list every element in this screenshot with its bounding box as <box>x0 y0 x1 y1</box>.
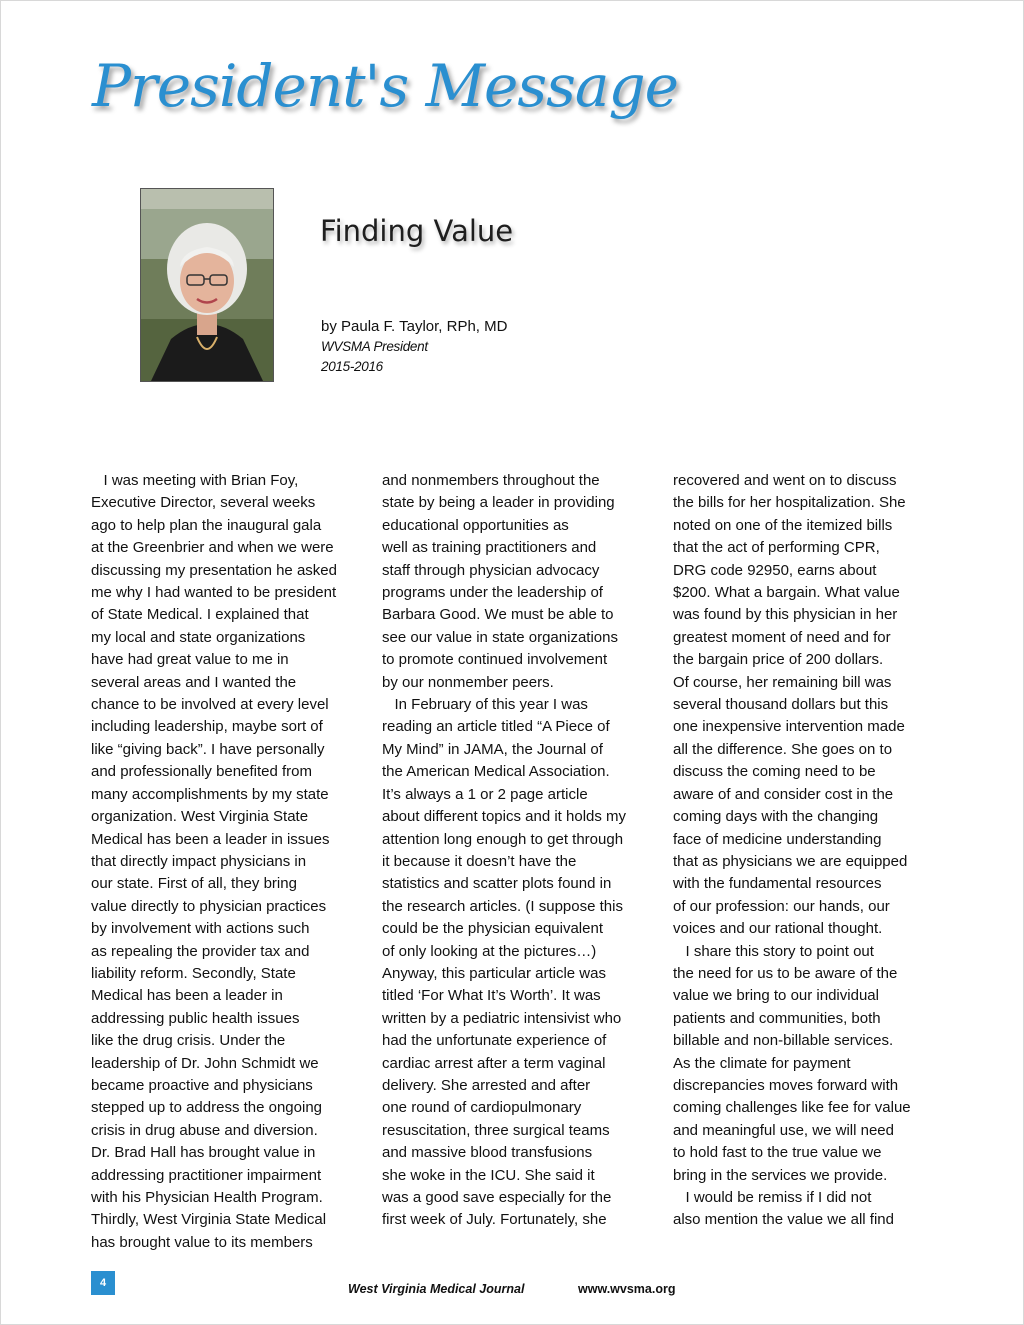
text-line: Of course, her remaining bill was <box>673 673 892 691</box>
text-line: by our nonmember peers. <box>382 673 554 691</box>
text-line: titled ‘For What It’s Worth’. It was <box>382 987 601 1005</box>
text-line: see our value in state organizations <box>382 628 618 646</box>
text-line: had the unfortunate experience of <box>382 1032 607 1050</box>
text-line: Medical has been a leader in <box>91 987 283 1005</box>
text-line: became proactive and physicians <box>91 1076 313 1094</box>
text-line: that directly impact physicians in <box>91 852 307 870</box>
text-line: written by a pediatric intensivist who <box>382 1009 622 1027</box>
text-line: one round of cardiopulmonary <box>382 1099 582 1117</box>
text-line: resuscitation, three surgical teams <box>382 1121 610 1139</box>
text-line: statistics and scatter plots found in <box>382 875 612 893</box>
byline <box>321 317 507 377</box>
text-line: like the drug crisis. Under the <box>91 1032 286 1050</box>
text-line: Executive Director, several weeks <box>91 494 316 512</box>
text-line: stepped up to address the ongoing <box>91 1099 323 1117</box>
text-column-3 <box>673 470 911 1232</box>
text-line: the research articles. (I suppose this <box>382 897 623 915</box>
text-line: My Mind” in JAMA, the Journal of <box>382 740 603 758</box>
text-line: face of medicine understanding <box>673 830 882 848</box>
text-line: DRG code 92950, earns about <box>673 561 877 579</box>
text-line: discussing my presentation he asked <box>91 561 337 579</box>
footer-website: www.wvsma.org <box>578 1282 676 1296</box>
text-line: staff through physician advocacy <box>382 561 600 579</box>
text-line: all the difference. She goes on to <box>673 740 893 758</box>
section-title: President's Message <box>92 52 678 120</box>
text-line: to promote continued involvement <box>382 651 608 669</box>
text-line: one inexpensive intervention made <box>673 718 905 736</box>
text-line: cardiac arrest after a term vaginal <box>382 1054 606 1072</box>
text-line: As the climate for payment <box>673 1054 851 1072</box>
text-line: Anyway, this particular article was <box>382 964 606 982</box>
author-term: 2015-2016 <box>321 359 383 374</box>
text-line: of our profession: our hands, our <box>673 897 890 915</box>
text-line: the American Medical Association. <box>382 763 610 781</box>
text-line: was found by this physician in her <box>673 606 898 624</box>
text-line: was a good save especially for the <box>382 1189 612 1206</box>
text-line: addressing practitioner impairment <box>91 1166 322 1184</box>
text-line: it because it doesn’t have the <box>382 852 577 870</box>
article-title: Finding Value <box>320 214 514 248</box>
text-line: value we bring to our individual <box>673 987 879 1005</box>
text-line: many accomplishments by my state <box>91 785 329 803</box>
text-line: voices and our rational thought. <box>673 920 883 938</box>
text-column-1 <box>91 470 337 1254</box>
text-line: at the Greenbrier and when we were <box>91 539 334 557</box>
text-line: by involvement with actions such <box>91 920 310 938</box>
text-line: I share this story to point out <box>673 942 874 960</box>
text-line: that the act of performing CPR, <box>673 539 880 557</box>
text-line: state by being a leader in providing <box>382 494 615 512</box>
text-line: bring in the services we provide. <box>673 1166 888 1184</box>
text-line: crisis in drug abuse and diversion. <box>91 1121 318 1139</box>
text-line: the bills for her hospitalization. She <box>673 494 906 512</box>
text-line: liability reform. Secondly, State <box>91 964 296 982</box>
text-line: In February of this year I was <box>382 696 588 714</box>
text-line: the need for us to be aware of the <box>673 964 898 982</box>
text-line: have had great value to me in <box>91 651 289 669</box>
text-line: that as physicians we are equipped <box>673 852 908 870</box>
text-line: reading an article titled “A Piece of <box>382 718 610 736</box>
text-line: aware of and consider cost in the <box>673 785 894 803</box>
text-line: of State Medical. I explained that <box>91 606 309 624</box>
author-role: WVSMA President <box>321 339 428 354</box>
text-line: discuss the coming need to be <box>673 763 876 781</box>
text-line: with the fundamental resources <box>673 875 882 893</box>
text-line: well as training practitioners and <box>382 539 597 557</box>
text-line: addressing public health issues <box>91 1009 300 1027</box>
text-line: also mention the value we all find <box>673 1211 894 1229</box>
text-line: Dr. Brad Hall has brought value in <box>91 1144 316 1162</box>
text-line: leadership of Dr. John Schmidt we <box>91 1054 319 1072</box>
author-photo <box>140 188 274 382</box>
text-line: she woke in the ICU. She said it <box>382 1166 595 1184</box>
text-line: patients and communities, both <box>673 1009 881 1027</box>
text-line: attention long enough to get through <box>382 830 624 848</box>
text-line: Thirdly, West Virginia State Medical <box>91 1211 327 1229</box>
text-line: delivery. She arrested and after <box>382 1076 591 1094</box>
text-line: several areas and I wanted the <box>91 673 297 691</box>
text-line: $200. What a bargain. What value <box>673 584 900 602</box>
text-line: discrepancies moves forward with <box>673 1076 899 1094</box>
text-line: has brought value to its members <box>91 1233 313 1251</box>
text-line: the bargain price of 200 dollars. <box>673 651 884 669</box>
text-line: noted on one of the itemized bills <box>673 516 893 534</box>
text-line: I was meeting with Brian Foy, <box>91 472 299 489</box>
portrait-illustration <box>141 189 273 381</box>
text-line: several thousand dollars but this <box>673 696 889 714</box>
text-line: ago to help plan the inaugural gala <box>91 516 322 534</box>
text-line: with his Physician Health Program. <box>91 1189 323 1206</box>
text-line: me why I had wanted to be president <box>91 584 337 602</box>
text-line: and professionally benefited from <box>91 763 312 781</box>
text-line: organization. West Virginia State <box>91 808 309 826</box>
text-line: my local and state organizations <box>91 628 306 646</box>
text-line: I would be remiss if I did not <box>673 1189 872 1206</box>
text-line: as repealing the provider tax and <box>91 942 310 960</box>
text-line: and nonmembers throughout the <box>382 472 600 489</box>
text-column-2 <box>382 470 626 1232</box>
text-line: of only looking at the pictures…) <box>382 942 597 960</box>
text-line: could be the physician equivalent <box>382 920 603 938</box>
text-line: billable and non-billable services. <box>673 1032 894 1050</box>
text-line: to hold fast to the true value we <box>673 1144 882 1162</box>
text-line: value directly to physician practices <box>91 897 327 915</box>
text-line: about different topics and it holds my <box>382 808 627 826</box>
text-line: programs under the leadership of <box>382 584 603 602</box>
text-line: greatest moment of need and for <box>673 628 891 646</box>
text-line: like “giving back”. I have personally <box>91 740 325 758</box>
text-line: first week of July. Fortunately, she <box>382 1211 607 1229</box>
text-line: coming challenges like fee for value <box>673 1099 911 1117</box>
text-line: educational opportunities as <box>382 516 569 534</box>
text-line: and massive blood transfusions <box>382 1144 593 1162</box>
text-line: Medical has been a leader in issues <box>91 830 330 848</box>
text-line: and meaningful use, we will need <box>673 1121 894 1139</box>
text-line: chance to be involved at every level <box>91 696 329 714</box>
author-name: by Paula F. Taylor, RPh, MD <box>321 318 508 335</box>
text-line: It’s always a 1 or 2 page article <box>382 785 588 803</box>
page-number: 4 <box>91 1271 115 1295</box>
footer-journal-name: West Virginia Medical Journal <box>348 1282 525 1296</box>
text-line: recovered and went on to discuss <box>673 472 897 489</box>
text-line: coming days with the changing <box>673 808 879 826</box>
text-line: our state. First of all, they bring <box>91 875 297 893</box>
text-line: including leadership, maybe sort of <box>91 718 323 736</box>
text-line: Barbara Good. We must be able to <box>382 606 614 624</box>
